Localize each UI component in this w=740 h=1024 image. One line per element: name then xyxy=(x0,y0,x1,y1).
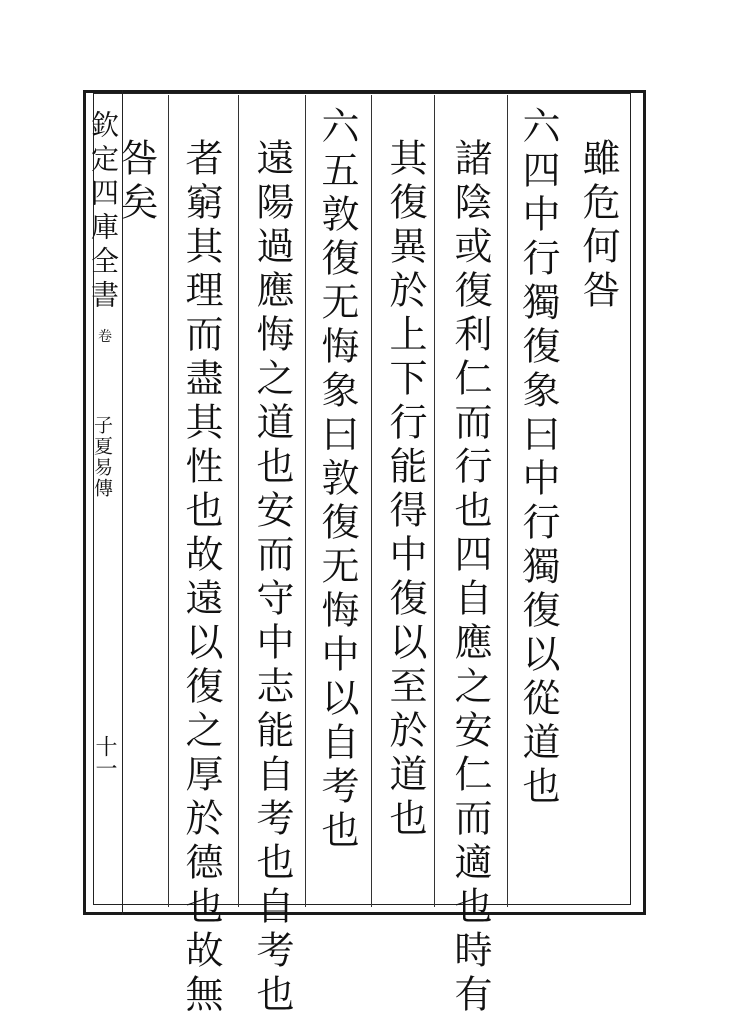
column-rule xyxy=(305,95,306,907)
column-rule xyxy=(434,95,435,907)
column-rule xyxy=(507,95,508,907)
column-rule xyxy=(238,95,239,907)
column-rule xyxy=(168,95,169,907)
edition-label: 欽定四庫全書 xyxy=(87,110,120,314)
text-column: 咎矣 xyxy=(114,138,158,226)
page-number: 十一 xyxy=(92,735,117,779)
book-title: 子夏易傳 xyxy=(91,415,113,499)
text-column: 其復異於上下行能得中復以至於道也 xyxy=(383,138,427,842)
text-column: 六四中行獨復象曰中行獨復以從道也 xyxy=(516,106,560,810)
text-column: 者窮其理而盡其性也故遠以復之厚於德也故無 xyxy=(179,138,223,1018)
text-column: 雖危何咎 xyxy=(576,138,620,314)
text-column: 諸陰或復利仁而行也四自應之安仁而適也時有 xyxy=(448,138,492,1018)
text-column: 六五敦復无悔象曰敦復无悔中以自考也 xyxy=(315,106,359,854)
fold-mark: 卷 xyxy=(98,329,112,345)
text-column: 遠陽過應悔之道也安而守中志能自考也自考也 xyxy=(250,138,294,1018)
column-rule xyxy=(371,95,372,907)
